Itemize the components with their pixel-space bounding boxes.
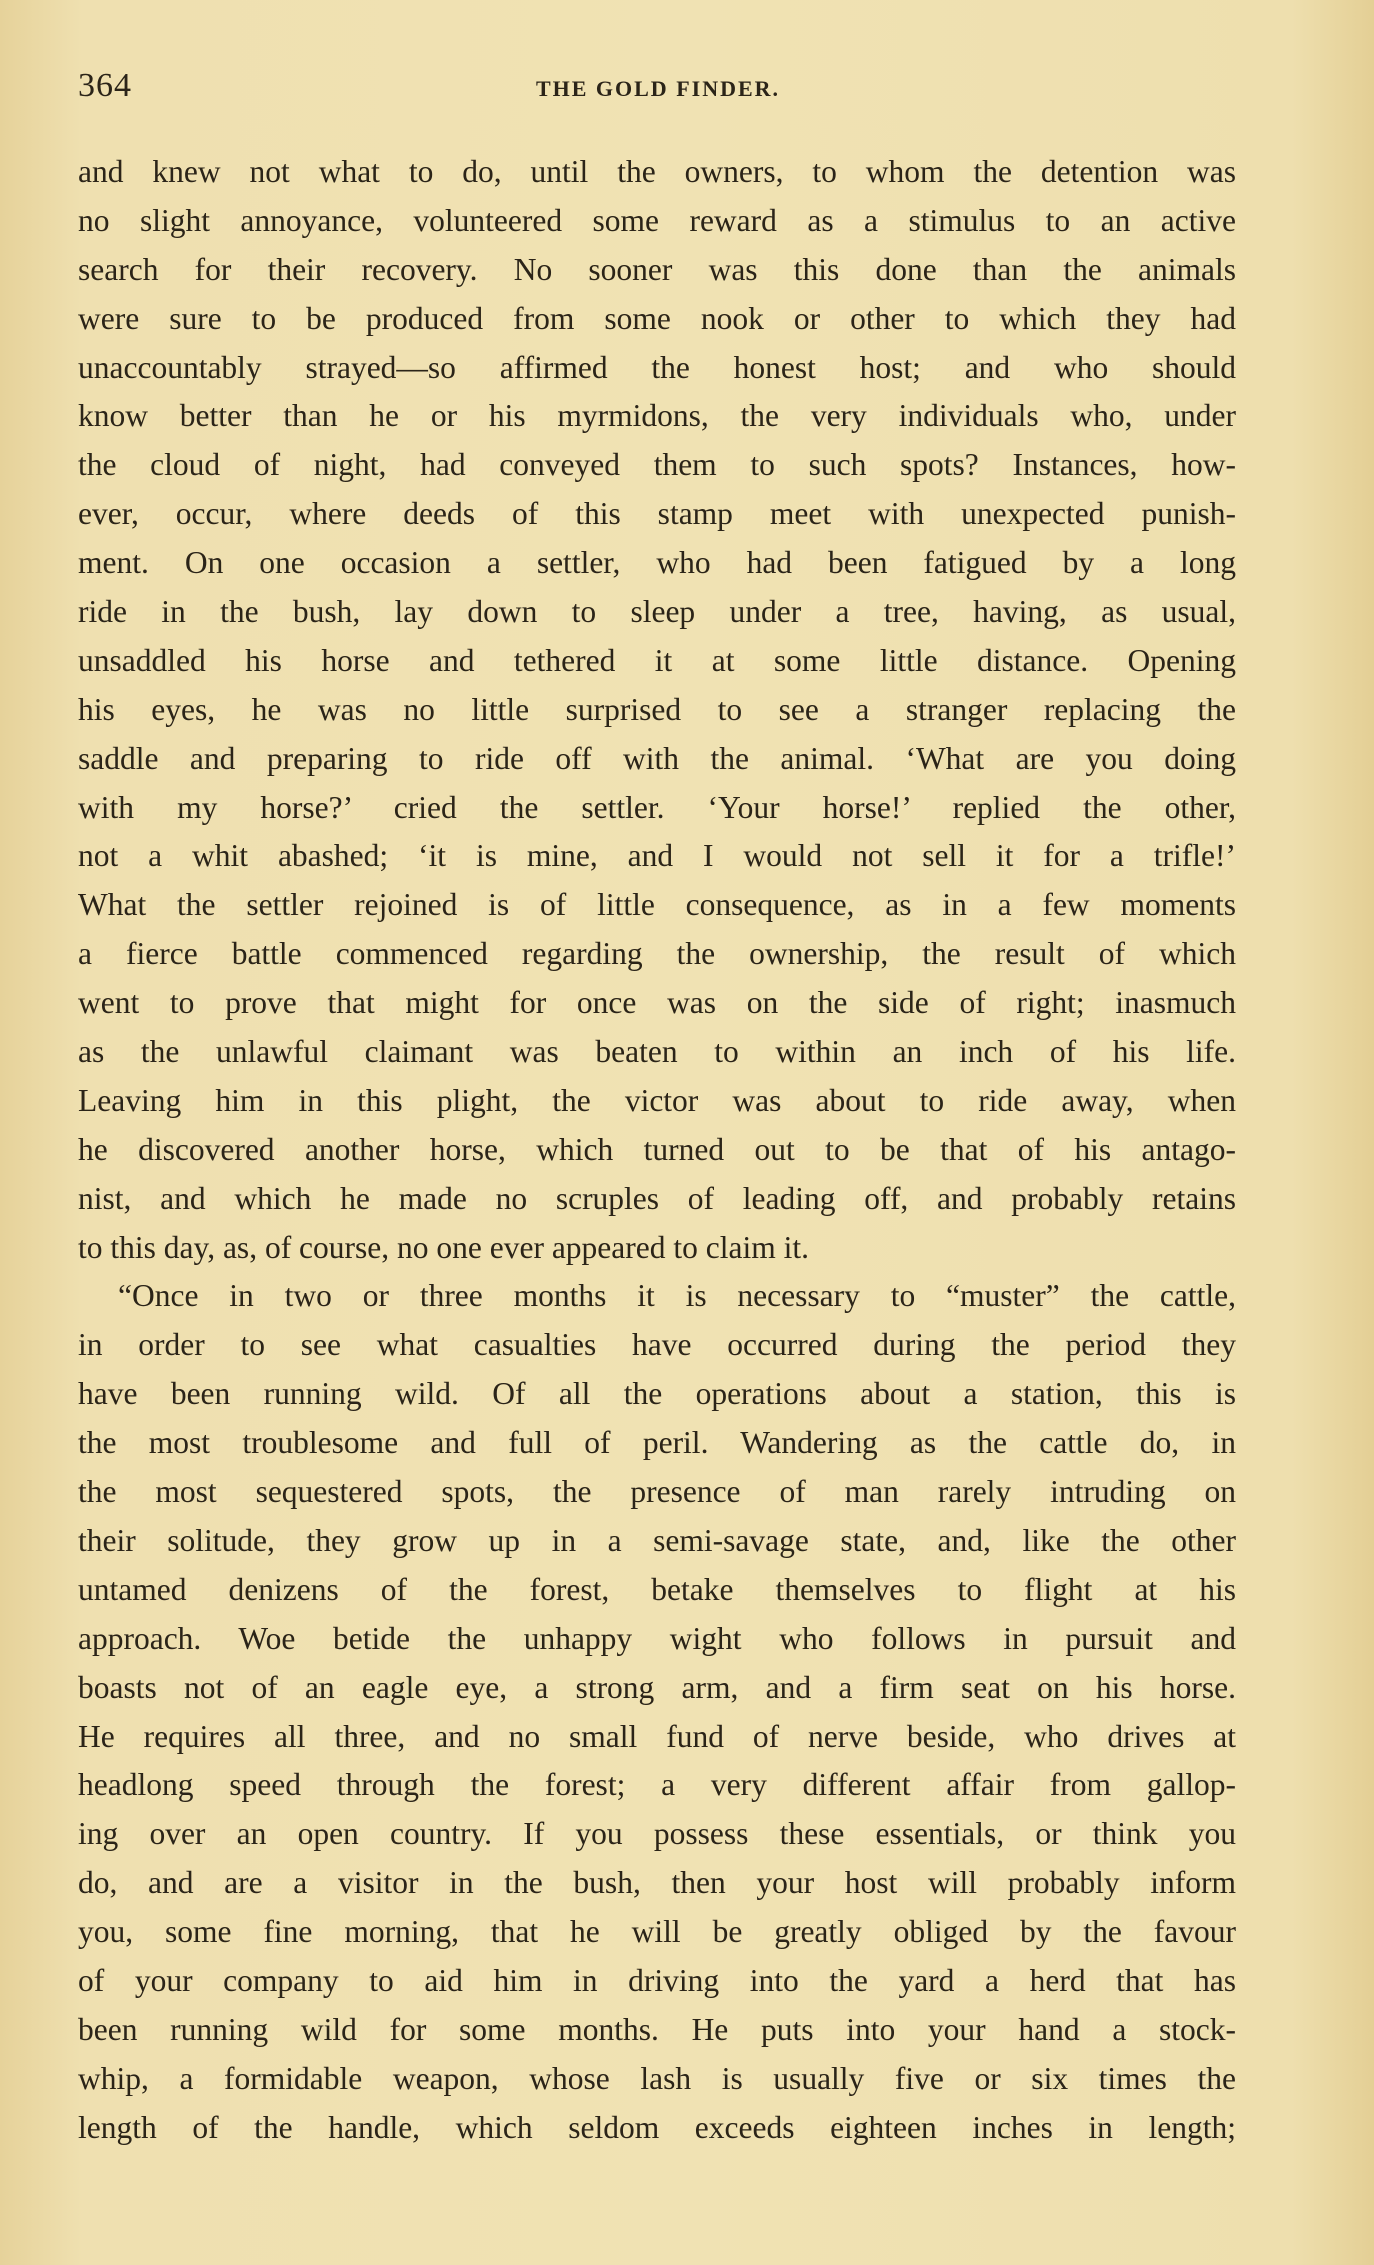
text-line: the most sequestered spots, the presence of man rarely intruding on [78,1474,1236,1510]
text-line: their solitude, they grow up in a semi-savage state, and, like the other [78,1522,1236,1558]
text-line: search for their recovery. No sooner was this done than the animals [78,251,1236,287]
text-line: ment. On one occasion a settler, who had been fatigued by a long [78,545,1236,581]
text-line: of your company to aid him in driving into the yard a herd that has [78,1962,1236,1998]
text-line: he discovered another horse, which turned out to be that of his antago- [78,1131,1236,1167]
text-line: untamed denizens of the forest, betake themselves to flight at his [78,1571,1236,1607]
text-line: unsaddled his horse and tethered it at some little distance. Opening [78,642,1236,678]
text-line: in order to see what casualties have occurred during the period they [78,1327,1236,1363]
text-line: What the settler rejoined is of little consequence, as in a few moments [78,887,1236,923]
text-line: went to prove that might for once was on the side of right; inasmuch [78,985,1236,1021]
text-line: his eyes, he was no little surprised to see a stranger replacing the [78,691,1236,727]
text-line: know better than he or his myrmidons, the very individuals who, under [78,398,1236,434]
text-line: ever, occur, where deeds of this stamp meet with unexpected punish- [78,496,1236,532]
text-line: do, and are a visitor in the bush, then your host will probably inform [78,1865,1236,1901]
text-line: ing over an open country. If you possess these essentials, or think you [78,1816,1236,1852]
text-line: headlong speed through the forest; a very different affair from gallop- [78,1767,1236,1803]
page-number: 364 [78,67,132,104]
text-line: approach. Woe betide the unhappy wight who follows in pursuit and [78,1620,1236,1656]
text-line: boasts not of an eagle eye, a strong arm, and a firm seat on his horse. [78,1669,1236,1705]
text-line: whip, a formidable weapon, whose lash is usually five or six times the [78,2060,1236,2096]
text-line: unaccountably strayed—so affirmed the honest host; and who should [78,349,1236,385]
text-line: no slight annoyance, volunteered some reward as a stimulus to an active [78,202,1236,238]
text-line: the most troublesome and full of peril. Wandering as the cattle do, in [78,1425,1236,1461]
text-line: to this day, as, of course, no one ever appeared to claim it. [78,1229,809,1265]
text-line: ride in the bush, lay down to sleep under a tree, having, as usual, [78,594,1236,630]
text-line: Leaving him in this plight, the victor was about to ride away, when [78,1082,1236,1118]
text-line: been running wild for some months. He puts into your hand a stock- [78,2011,1236,2047]
text-line: as the unlawful claimant was beaten to within an inch of his life. [78,1034,1236,1070]
text-line: He requires all three, and no small fund of nerve beside, who drives at [78,1718,1236,1754]
text-line: with my horse?’ cried the settler. ‘Your horse!’ replied the other, [78,789,1236,825]
text-line: “Once in two or three months it is necessary to “muster” the cattle, [118,1278,1236,1314]
body-text [78,148,1236,2153]
text-line: you, some fine morning, that he will be greatly obliged by the favour [78,1914,1236,1950]
text-line: have been running wild. Of all the operations about a station, this is [78,1376,1236,1412]
text-line: and knew not what to do, until the owners, to whom the detention was [78,154,1236,189]
text-line: a fierce battle commenced regarding the ownership, the result of which [78,936,1236,972]
text-line: length of the handle, which seldom exceeds eighteen inches in length; [78,2109,1236,2145]
text-line: not a whit abashed; ‘it is mine, and I would not sell it for a trifle!’ [78,838,1236,874]
text-line: were sure to be produced from some nook or other to which they had [78,300,1236,336]
text-line: nist, and which he made no scruples of leading off, and probably retains [78,1180,1236,1216]
running-title: THE GOLD FINDER. [535,76,781,101]
text-line: saddle and preparing to ride off with the animal. ‘What are you doing [78,740,1236,776]
text-line: the cloud of night, had conveyed them to such spots? Instances, how- [78,447,1236,483]
page-header [78,64,1238,114]
